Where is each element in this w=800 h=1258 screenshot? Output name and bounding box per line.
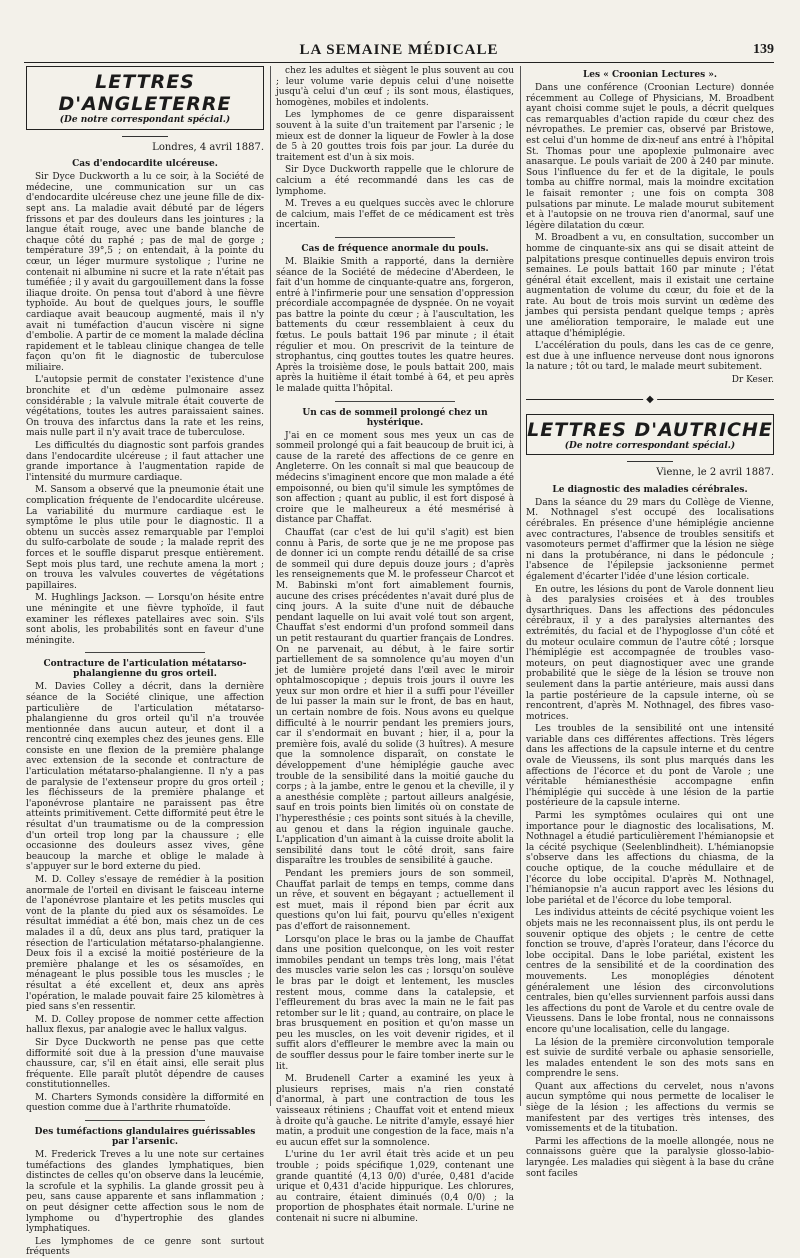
divider bbox=[85, 1120, 205, 1121]
divider bbox=[85, 652, 205, 653]
paragraph: M. Treves a eu quelques succès avec le chlorure de calcium, mais l'effet de ce médicament est très incertain. bbox=[276, 199, 514, 231]
paragraph: Parmi les symptômes oculaires qui ont une importance pour le diagnostic des localisations, M. Nothnagel a étudié particulièrement l'hémianopsie et la cécité psychique (Seelenblindheit). L'hémianopsie s'observe dans les affections du chiasma, de la couche optique, de la couche médullaire et de l'écorce du lobe occipital. D'après M. Nothnagel, l'hémianopsie n'a aucun rapport avec les lésions du lobe pariétal et de l'écorce du lobe temporal. bbox=[526, 811, 774, 906]
dateline: Londres, 4 avril 1887. bbox=[152, 141, 264, 153]
divider bbox=[335, 237, 455, 238]
divider bbox=[335, 401, 455, 402]
divider bbox=[627, 461, 673, 462]
paragraph: Dans la séance du 29 mars du Collège de Vienne, M. Nothnagel s'est occupé des localisations cérébrales. En présence d'une hémiplégie ancienne avec contractures, l'absence de troubles sensitifs et vasomoteurs permet d'affirmer que la lésion ne siège ni dans la protubérance, ni dans le pédoncule ; l'absence de l'épilepsie jacksonienne permet également d'écarter l'idée d'une lésion corticale. bbox=[526, 497, 774, 582]
paragraph: Lorsqu'on place le bras ou la jambe de Chauffat dans une position quelconque, on les voit rester immobiles pendant un temps très long, mais l'état des muscles varie selon les cas ; lorsqu'on soulève le bras par le doigt et lentement, les muscles restent mous, comme dans la catalepsie, et l'effleurement du bras avec la main ne le fait pas retomber sur le lit ; quand, au contraire, on place le bras brusquement en position et qu'on masse un peu les muscles, on les voit devenir rigides, et il suffit alors d'effleurer le membre avec la main ou de souffler dessus pour le faire tomber inerte sur le lit. bbox=[276, 934, 514, 1072]
journal-title: LA SEMAINE MÉDICALE bbox=[299, 42, 499, 58]
paragraph: M. Brudenell Carter a examiné les yeux à plusieurs reprises, mais n'a rien constaté d'anormal, à part une contraction de tous les vaisseaux rétiniens ; Chauffat voit et entend mieux à droite qu'à gauche. Le nitrite d'amyle, essayé hier matin, a produit une congestion de la face, mais n'a eu aucun effet sur la somnolence. bbox=[276, 1074, 514, 1148]
column-3 bbox=[526, 66, 774, 1179]
page-header bbox=[24, 40, 774, 63]
article-heading: Le diagnostic des maladies cérébrales. bbox=[552, 484, 748, 495]
paragraph: En outre, les lésions du pont de Varole donnent lieu à des paralysies croisées et à des troubles dysarthriques. Dans les affections des pédoncules cérébraux, il y a des paralysies alternantes des extrémités, du facial et de l'hypoglosse d'un côté et du moteur oculaire commun de l'autre côté ; lorsque l'hémiplégie est accompagnée de troubles vaso-moteurs, on peut diagnostiquer avec une grande probabilité que le siège de la lésion se trouve non seulement dans la partie antérieure, mais aussi dans la partie postérieure de la capsule interne, où se rencontrent, d'après M. Nothnagel, des fibres vaso-motrices. bbox=[526, 584, 774, 722]
paragraph: J'ai en ce moment sous mes yeux un cas de sommeil prolongé qui a fait beaucoup de bruit ici, à cause de la rareté des affections de ce genre en Angleterre. On les connaît si mal que beaucoup de médecins s'imaginent encore que mon malade a été empoisonné, ou bien qu'il simule les symptômes de son affection ; quant au public, il est fort disposé à croire que le malheureux a été mesmérisé à distance par Chaffat. bbox=[276, 430, 514, 526]
section-subtitle: (De notre correspondant spécial.) bbox=[59, 115, 231, 125]
paragraph: M. Davies Colley a décrit, dans la dernière séance de la Société clinique, une affection particulière de l'articulation métatarso-phalangienne du gros orteil qu'il n'a trouvée mentionnée dans aucun auteur, et dont il a rencontré cinq exemples chez des jeunes gens. Elle consiste en une flexion de la première phalange avec extension de la seconde et contracture de l'articulation métatarso-phalangienne. Il n'y a pas de paralysie de l'extenseur propre du gros orteil ; les fléchisseurs de la première phalange et l'aponévrose plantaire ne paraissent pas être atteints primitivement. Cette difformité peut être le résultat d'un traumatisme ou de la compression d'un orteil trop long par la chaussure ; elle occasionne des douleurs assez vives, gêne beaucoup la marche et oblige le malade à s'appuyer sur le bord externe du pied. bbox=[26, 682, 264, 873]
paragraph: Les lymphomes de ce genre disparaissent souvent à la suite d'un traitement par l'arsenic ; le mieux est de donner la liqueur de Fowler à la dose de 5 à 20 gouttes trois fois par jour. La durée du traitement est d'un à six mois. bbox=[276, 110, 514, 163]
section-header-angleterre bbox=[26, 66, 264, 130]
column-1 bbox=[26, 66, 264, 1258]
column-rule-2 bbox=[520, 66, 521, 1106]
divider bbox=[122, 136, 168, 137]
column-2 bbox=[276, 66, 514, 1224]
paragraph: M. D. Colley s'essaye de remédier à la position anormale de l'orteil en divisant le faisceau interne de l'aponévrose plantaire et les petits muscles qui vont de la plante du pied aux os sésamoïdes. Le résultat immédiat a été bon, mais chez un de ces malades il a dû, deux ans plus tard, pratiquer la résection de l'articulation métatarso-phalangienne. Deux fois il a excisé la moitié postérieure de la première phalange et les os sésamoïdes, en ménageant le plus possible tous les muscles ; le résultat a été excellent et, deux ans après l'opération, le malade pouvait faire 25 kilomètres à pied sans s'en ressentir. bbox=[26, 875, 264, 1013]
dateline: Vienne, le 2 avril 1887. bbox=[656, 467, 774, 479]
section-title: LETTRES D'AUTRICHE bbox=[527, 418, 773, 441]
paragraph: M. D. Colley propose de nommer cette affection hallux flexus, par analogie avec le hallux valgus. bbox=[26, 1014, 264, 1036]
paragraph: M. Sansom a observé que la pneumonie était une complication fréquente de l'endocardite ulcéreuse. La variabilité du murmure cardiaque est le symptôme le plus utile pour le diagnostic. Il a obtenu un succès assez remarquable par l'emploi du sulfo-carbolate de soude ; la malade reprit des forces et le souffle disparut presque entièrement. Sept mois plus tard, une rechute amena la mort ; on trouva les valvules couvertes de végétations papillaires. bbox=[26, 485, 264, 591]
diamond-ornament-icon: ◆ bbox=[643, 394, 657, 406]
paragraph: L'autopsie permit de constater l'existence d'une bronchite et d'un œdème pulmonaire assez considérable ; la valvule mitrale était couverte de végétations, toutes les autres paraissaient saines. On trouva des infarctus dans la rate et les reins, mais nulle part il n'y avait trace de tuberculose. bbox=[26, 375, 264, 439]
paragraph: Les individus atteints de cécité psychique voient les objets mais ne les reconnaissent plus, ils ont perdu le souvenir optique des objets ; le centre de cette fonction se trouve, d'après l'orateur, dans l'écorce du lobe occipital. Dans le lobe pariétal, existent les centres de la sensibilité et de la coordination des mouvements. Les monoplégies dénotent généralement une lésion des circonvolutions centrales, bien qu'elles surviennent parfois aussi dans les affections du pont de Varole et du centre ovale de Vieussens. Dans le lobe frontal, nous ne connaissons encore qu'une localisation, celle du langage. bbox=[526, 908, 774, 1035]
author-signature: Dr Keser. bbox=[731, 375, 774, 386]
article-heading: Les « Croonian Lectures ». bbox=[582, 70, 718, 80]
paragraph: Les lymphomes de ce genre sont surtout fréquents bbox=[26, 1236, 264, 1258]
paragraph: Parmi les affections de la moelle allongée, nous ne connaissons guère que la paralysie glosso-labio-laryngée. Les maladies qui siègent à la base du crâne sont faciles bbox=[526, 1136, 774, 1179]
paragraph: Les troubles de la sensibilité ont une intensité variable dans ces différentes affections. Très légers dans les affections de la capsule interne et du centre ovale de Vieussens, ils sont plus marqués dans les affections de l'écorce et du pont de Varole ; une véritable hémianesthésie accompagne enfin l'hémiplégie qui succède à une lésion de la partie postérieure de la capsule interne. bbox=[526, 724, 774, 809]
paragraph: M. Charters Symonds considère la difformité en question comme due à l'arthrite rhumatoïde. bbox=[26, 1092, 264, 1114]
article-heading: Cas de fréquence anormale du pouls. bbox=[301, 243, 489, 254]
section-title: LETTRES D'ANGLETERRE bbox=[58, 71, 232, 115]
paragraph: Dans une conférence (Croonian Lecture) donnée récemment au College of Physicians, M. Broadbent ayant choisi comme sujet le pouls, a décrit quelques cas remarquables d'action rapide du cœur chez des névropathes. Le premier cas, observé par Bristowe, est celui d'un homme de dix-neuf ans entré à l'hôpital St. Thomas pour une apoplexie pulmonaire avec anasarque. Le pouls variait de 200 à 240 par minute. Sous l'influence du fer et de la digitale, le pouls tomba au chiffre normal, mais la moindre excitation le faisait remonter ; une fois on compta 308 pulsations par minute. Le malade mourut subitement et à l'autopsie on ne trouva rien d'anormal, sauf une légère dilatation du cœur. bbox=[526, 83, 774, 231]
page-number: 139 bbox=[753, 42, 774, 57]
paragraph: L'urine du 1er avril était très acide et un peu trouble ; poids spécifique 1,029, contenant une grande quantité (4,13 0/0) d'urée, 0,481 d'acide urique et 0,431 d'acide hippurique. Les chlorures, au contraire, étaient diminués (0,4 0/0) ; la proportion de phosphates était normale. L'urine ne contenait ni sucre ni albumine. bbox=[276, 1150, 514, 1224]
paragraph: Les difficultés du diagnostic sont parfois grandes dans l'endocardite ulcéreuse ; il faut attacher une grande importance à l'augmentation rapide de l'intensité du murmure cardiaque. bbox=[26, 441, 264, 483]
paragraph: Sir Dyce Duckworth a lu ce soir, à la Société de médecine, une communication sur un cas d'endocardite ulcéreuse chez une jeune fille de dix-sept ans. La maladie avait débuté par de légers frissons et par des douleurs dans les jointures ; la langue était rouge, avec une bande blanche de chaque côté du raphé ; pas de mal de gorge ; température 39°,5 ; on entendait, à la pointe du cœur, un léger murmure systolique ; l'urine ne contenait ni albumine ni sucre et la rate n'était pas tuméfiée ; il y avait du gargouillement dans la fosse iliaque droite. On pensa tout d'abord à une fièvre typhoïde. Au bout de quelques jours, le souffle cardiaque avait beaucoup augmenté, mais il n'y avait ni tuméfaction d'aucun viscère ni signe d'embolie. A partir de ce moment la malade déclina rapidement et le tableau clinique changea de telle façon qu'on fit le diagnostic de tuberculose miliaire. bbox=[26, 172, 264, 373]
paragraph: M. Broadbent a vu, en consultation, succomber un homme de cinquante-six ans qui se disait atteint de palpitations presque continuelles depuis environ trois semaines. Le pouls battait 160 par minute ; l'état général était excellent, mais il existait une certaine augmentation de volume du cœur, du foie et de la rate. Au bout de trois mois survint un œdème des jambes qui persista pendant quelque temps ; après une amélioration temporaire, le malade eut une attaque d'hémiplégie. bbox=[526, 233, 774, 339]
paragraph: Quant aux affections du cervelet, nous n'avons aucun symptôme qui nous permette de localiser le siège de la lésion ; les affections du vermis se manifestent par des vertiges très intenses, des vomissements et de la titubation. bbox=[526, 1081, 774, 1135]
paragraph: M. Hughlings Jackson. — Lorsqu'on hésite entre une méningite et une fièvre typhoïde, il faut examiner les réflexes patellaires avec soin. S'ils sont abolis, les probabilités sont en faveur d'une méningite. bbox=[26, 593, 264, 646]
article-heading: Contracture de l'articulation métatarso-phalangienne du gros orteil. bbox=[43, 659, 247, 680]
paragraph: L'accélération du pouls, dans les cas de ce genre, est due à une influence nerveuse dont nous ignorons la nature ; tôt ou tard, le malade meurt subitement. bbox=[526, 341, 774, 373]
paragraph: M. Frederick Treves a lu une note sur certaines tuméfactions des glandes lymphatiques, bien distinctes de celles qu'on observe dans la leucémie, la scrofule et la syphilis. La glande grossit peu à peu, sans cause apparente et sans inflammation ; on peut désigner cette affection sous le nom de lymphome ou d'hypertrophie des glandes lymphatiques. bbox=[26, 1150, 264, 1235]
paragraph: chez les adultes et siègent le plus souvent au cou ; leur volume varie depuis celui d'une noisette jusqu'à celui d'un œuf ; ils sont mous, élastiques, homogènes, mobiles et indolents. bbox=[276, 66, 514, 108]
paragraph: Sir Dyce Duckworth ne pense pas que cette difformité soit due à la pression d'une mauvaise chaussure, car, s'il en était ainsi, elle serait plus fréquente. Elle paraît plutôt dépendre de causes constitutionnelles. bbox=[26, 1037, 264, 1091]
paragraph: Pendant les premiers jours de son sommeil, Chauffat parlait de temps en temps, comme dans un rêve, et souvent en bégayant ; actuellement il est muet, mais il répond bien par écrit aux questions qu'on lui fait, pourvu qu'elles n'exigent pas d'effort de raisonnement. bbox=[276, 868, 514, 932]
article-heading: Des tuméfactions glandulaires guérissables par l'arsenic. bbox=[34, 1127, 256, 1148]
paragraph: La lésion de la première circonvolution temporale est suivie de surdité verbale ou aphasie sensorielle, les malades entendent le son des mots sans en comprendre le sens. bbox=[526, 1037, 774, 1080]
section-subtitle: (De notre correspondant spécial.) bbox=[564, 440, 736, 451]
article-heading: Cas d'endocardite ulcéreuse. bbox=[72, 159, 218, 170]
paragraph: M. Blaikie Smith a rapporté, dans la dernière séance de la Société de médecine d'Aberdeen, le fait d'un homme de cinquante-quatre ans, forgeron, entré à l'infirmerie pour une sensation d'oppression précordiale accompagnée de dyspnée. On ne voyait pas battre la pointe du cœur ; à l'auscultation, les battements du cœur ressemblaient à ceux du fœtus. Le pouls battait 196 par minute ; il était régulier et mou. On prescrivit de la teinture de strophantus, cinq gouttes toutes les quatre heures. Après la troisième dose, le pouls battait 200, mais après la huitième il était tombé à 64, et peu après le malade quitta l'hôpital. bbox=[276, 256, 514, 395]
column-rule-1 bbox=[270, 66, 271, 1106]
ornament-divider bbox=[526, 394, 774, 406]
article-heading: Un cas de sommeil prolongé chez un hystérique. bbox=[302, 407, 488, 428]
paragraph: Chauffat (car c'est de lui qu'il s'agit) est bien connu à Paris, de sorte que je ne me propose pas de donner ici un compte rendu détaillé de sa crise de sommeil qui dure depuis douze jours ; d'après les renseignements que M. le professeur Charcot et M. Babinski m'ont fort aimablement fournis, aucune des crises précédentes n'avait duré plus de cinq jours. A la suite d'une nuit de débauche pendant laquelle on lui avait volé tout son argent, Chauffat s'est endormi d'un profond sommeil dans un petit restaurant du quartier français de Londres. On ne parvenait, au début, à le faire sortir partiellement de sa somnolence qu'au moyen d'un jet de lumière projeté dans l'œil avec le miroir ophtalmoscopique ; depuis trois jours il ouvre les yeux sur mon ordre et hier il a suffi pour l'éveiller de lui passer la main sur le front, de bas en haut, un certain nombre de fois. Nous avons eu quelque difficulté à le nourrir pendant les premiers jours, car il s'endormait en buvant ; hier, il a, pour la première fois, avalé du solide (3 huîtres). A mesure que la somnolence disparaît, on constate le développement d'une hémiplégie gauche avec trouble de la sensibilité dans la moitié gauche du corps ; à la jambe, entre le genou et la cheville, il y a anesthésie complète ; partout ailleurs analgésie, sauf en trois points bien limités où on constate de l'hyperesthésie ; ces points sont situés à la cheville, au genou et dans la région inguinale gauche. L'application d'un aimant à la cuisse droite abolit la sensibilité dans tout le côté droit, sans faire disparaître les troubles de sensibilité à gauche. bbox=[276, 527, 514, 867]
paragraph: Sir Dyce Duckworth rappelle que le chlorure de calcium a été recommandé dans les cas de lymphome. bbox=[276, 165, 514, 197]
section-header-autriche bbox=[526, 414, 774, 456]
